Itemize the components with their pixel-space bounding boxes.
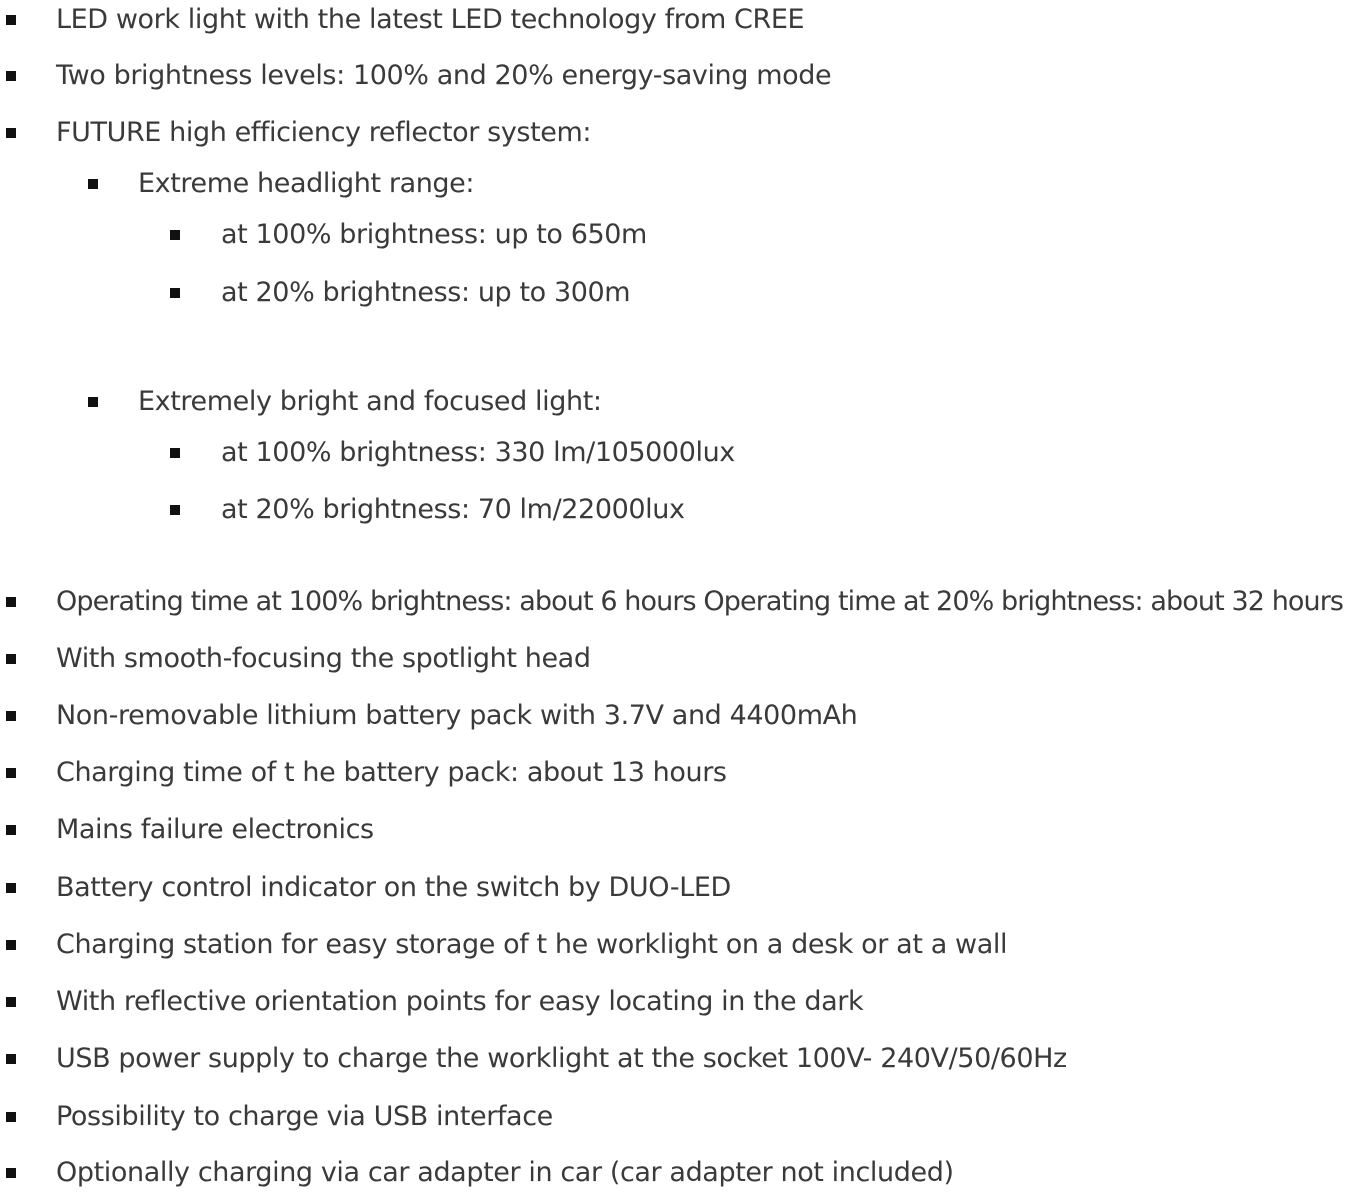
list-item-text: FUTURE high efficiency reflector system: <box>56 117 592 148</box>
list-item-text: Operating time at 100% brightness: about 6 hours Operating time at 20% brightness: about 32 hours <box>56 586 1344 617</box>
list-item-text: With reflective orientation points for easy locating in the dark <box>56 986 864 1017</box>
list-item-text: LED work light with the latest LED technology from CREE <box>56 4 805 35</box>
list-item-text: Two brightness levels: 100% and 20% energy-saving mode <box>56 60 832 91</box>
list-item-text: at 100% brightness: up to 650m <box>221 219 647 250</box>
bullet-icon <box>6 1168 16 1178</box>
bullet-icon <box>88 397 98 407</box>
bullet-icon <box>6 883 16 893</box>
bullet-icon <box>6 768 16 778</box>
list-item-text: Battery control indicator on the switch by DUO-LED <box>56 872 731 903</box>
list-item-text: at 20% brightness: up to 300m <box>221 277 631 308</box>
list-item-text: Possibility to charge via USB interface <box>56 1101 553 1132</box>
bullet-icon <box>6 128 16 138</box>
list-item-text: Optionally charging via car adapter in car (car adapter not included) <box>56 1157 954 1188</box>
bullet-icon <box>6 711 16 721</box>
bullet-icon <box>88 179 98 189</box>
list-item-text: USB power supply to charge the worklight at the socket 100V- 240V/50/60Hz <box>56 1043 1067 1074</box>
bullet-icon <box>6 71 16 81</box>
list-item-text: Non-removable lithium battery pack with 3.7V and 4400mAh <box>56 700 858 731</box>
list-item-text: Mains failure electronics <box>56 814 374 845</box>
bullet-icon <box>6 1054 16 1064</box>
bullet-icon <box>6 597 16 607</box>
list-item-text: Extreme headlight range: <box>138 168 475 199</box>
list-item-text: at 100% brightness: 330 lm/105000lux <box>221 437 735 468</box>
bullet-icon <box>6 997 16 1007</box>
bullet-icon <box>170 505 180 515</box>
bullet-icon <box>6 1112 16 1122</box>
list-item-text: Charging station for easy storage of t he worklight on a desk or at a wall <box>56 929 1008 960</box>
bullet-icon <box>6 825 16 835</box>
list-item-text: at 20% brightness: 70 lm/22000lux <box>221 494 685 525</box>
bullet-icon <box>6 654 16 664</box>
bullet-icon <box>170 230 180 240</box>
bullet-icon <box>6 15 16 25</box>
list-item-text: Charging time of t he battery pack: about 13 hours <box>56 757 727 788</box>
list-item-text: With smooth-focusing the spotlight head <box>56 643 591 674</box>
bullet-icon <box>170 448 180 458</box>
bullet-icon <box>6 940 16 950</box>
list-item-text: Extremely bright and focused light: <box>138 386 602 417</box>
bullet-icon <box>170 288 180 298</box>
